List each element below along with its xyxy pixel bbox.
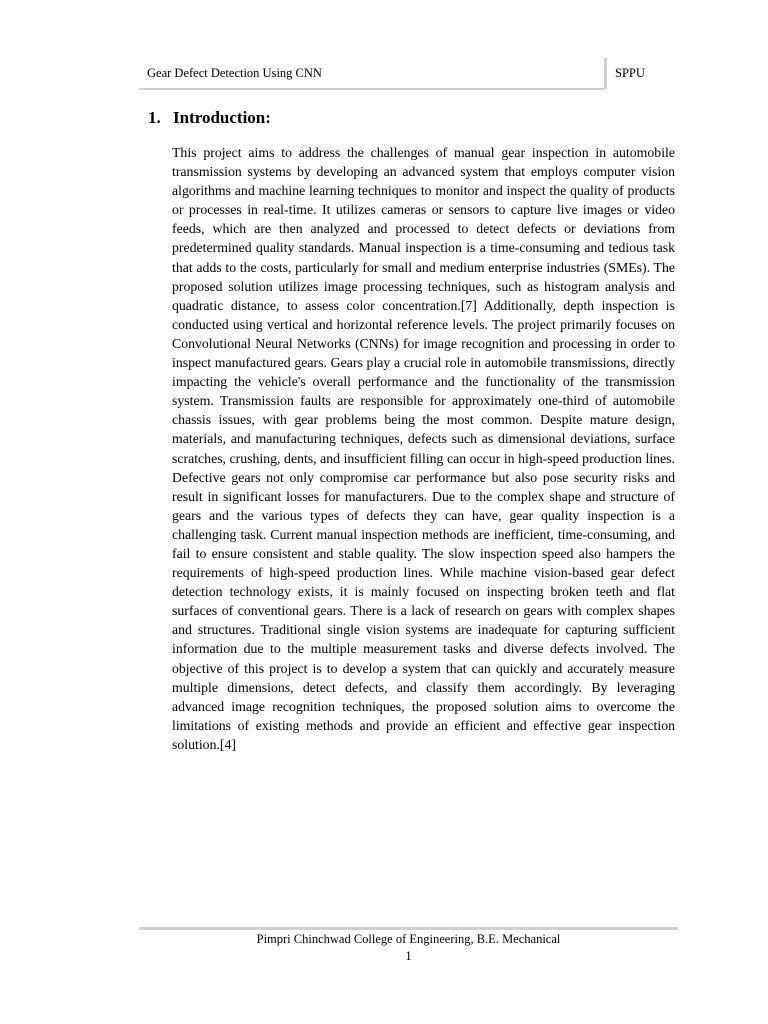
section-number: 1. bbox=[148, 108, 161, 127]
footer-institution: Pimpri Chinchwad College of Engineering, B.E. Mechanical bbox=[256, 932, 561, 946]
page-number: 1 bbox=[405, 949, 412, 963]
section-heading bbox=[148, 108, 271, 128]
header-rule bbox=[139, 88, 604, 90]
page-header bbox=[139, 58, 680, 90]
introduction-paragraph: This project aims to address the challenges of manual gear inspection in automobile transmission systems by developing an advanced system that employs computer vision algorithms and machine learning techniques to monitor and inspect the quality of products or processes in real-time. It utilizes cameras or sensors to capture live images or video feeds, which are then analyzed and processed to detect defects or deviations from predetermined quality standards. Manual inspection is a time-consuming and tedious task that adds to the costs, particularly for small and medium enterprise industries (SMEs). The proposed solution utilizes image processing techniques, such as histogram analysis and quadratic distance, to assess color concentration.[7] Additionally, depth inspection is conducted using vertical and horizontal reference levels. The project primarily focuses on Convolutional Neural Networks (CNNs) for image recognition and processing in order to inspect manufactured gears. Gears play a crucial role in automobile transmissions, directly impacting the vehicle's overall performance and the functionality of the transmission system. Transmission faults are responsible for approximately one-third of automobile chassis issues, with gear problems being the most common. Despite mature design, materials, and manufacturing techniques, defects such as dimensional deviations, surface scratches, crushing, dents, and insufficient filling can occur in high-speed production lines. Defective gears not only compromise car performance but also pose security risks and result in significant losses for manufacturers. Due to the complex shape and structure of gears and the various types of defects they can have, gear quality inspection is a challenging task. Current manual inspection methods are inefficient, time-consuming, and fail to ensure consistent and stable quality. The slow inspection speed also hampers the requirements of high-speed production lines. While machine vision-based gear defect detection technology exists, it is mainly focused on inspecting broken teeth and flat surfaces of conventional gears. There is a lack of research on gears with complex shapes and structures. Traditional single vision systems are inadequate for capturing sufficient information due to the multiple measurement tasks and diverse defects involved. The objective of this project is to develop a system that can quickly and accurately measure multiple dimensions, detect defects, and classify them accordingly. By leveraging advanced image recognition techniques, the proposed solution aims to overcome the limitations of existing methods and provide an efficient and effective gear inspection solution.[4] bbox=[172, 145, 675, 752]
section-title: Introduction: bbox=[173, 108, 271, 127]
footer-rule bbox=[139, 927, 678, 930]
header-document-title: Gear Defect Detection Using CNN bbox=[147, 66, 322, 80]
header-institution: SPPU bbox=[615, 66, 645, 80]
header-divider-vertical bbox=[604, 58, 607, 89]
